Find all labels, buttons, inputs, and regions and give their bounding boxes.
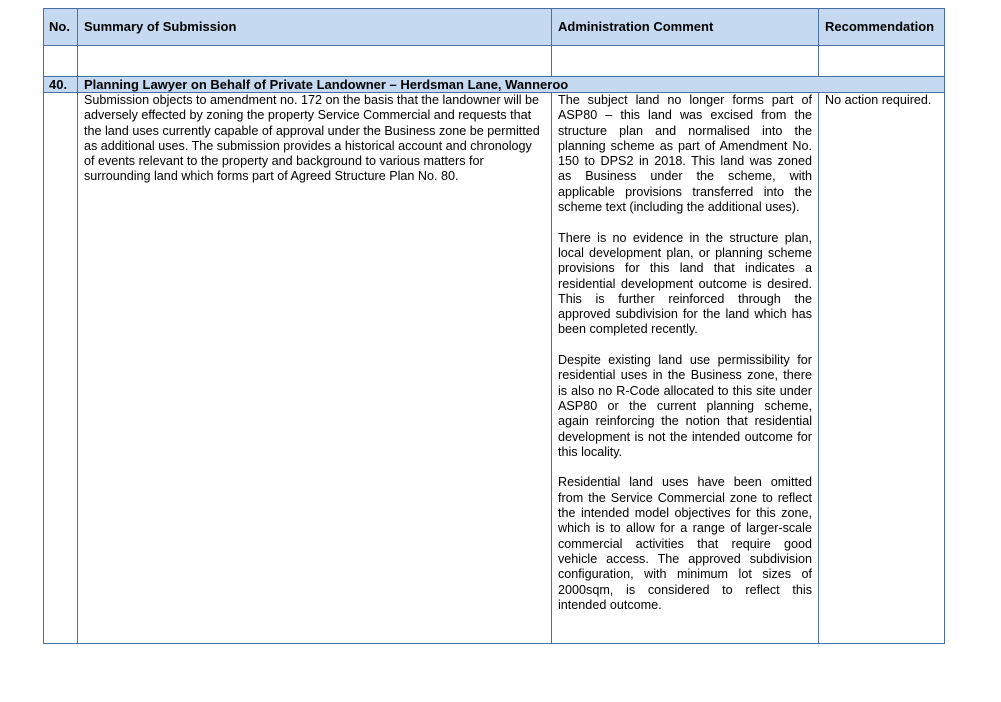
empty-cell [552,46,819,77]
admin-paragraph: The subject land no longer forms part of ASP80 – this land was excised from the structure plan and normalised into the planning scheme as part of Amendment No. 150 to DPS2 in 2018. This land was zoned as Business under the scheme, with applicable provisions transferred into the scheme text (including the additional uses). [558,93,812,215]
empty-cell [44,46,78,77]
empty-cell [819,46,945,77]
header-no: No. [44,9,78,46]
empty-cell [78,46,552,77]
table-header-row [44,9,945,46]
submissions-table [43,8,945,644]
admin-comment-cell [552,93,819,644]
admin-paragraph: Residential land uses have been omitted from the Service Commercial zone to reflect the intended model objectives for this zone, which is to allow for a range of larger-scale commercial activities that require good vehicle access. The approved subdivision configuration, with minimum lot sizes of 2000sqm, is considered to reflect this intended outcome. [558,475,812,612]
empty-row [44,46,945,77]
admin-paragraph: There is no evidence in the structure plan, local development plan, or planning scheme provisions for this land that indicates a residential development outcome is desired. This is further reinforced through the approved subdivision for the land which has been completed recently. [558,230,812,337]
admin-paragraph: Despite existing land use permissibility for residential uses in the Business zone, there is also no R-Code allocated to this site under ASP80 or the current planning scheme, again reinforcing the notion that residential development is not the intended outcome for this locality. [558,353,812,459]
header-summary: Summary of Submission [78,9,552,46]
table-row [44,93,945,644]
header-recommendation: Recommendation [819,9,945,46]
section-row [44,77,945,93]
header-admin-comment: Administration Comment [552,9,819,46]
recommendation-cell: No action required. [819,93,945,644]
summary-cell: Submission objects to amendment no. 172 on the basis that the landowner will be adversely effected by zoning the property Service Commercial and requests that the land uses currently capable of approval under the Business zone be permitted as additional uses. The submission provides a historical account and chronology of events relevant to the property and background to various matters for surrounding land which forms part of Agreed Structure Plan No. 80. [78,93,552,644]
section-number: 40. [44,77,78,93]
row-number-cell [44,93,78,644]
section-title: Planning Lawyer on Behalf of Private Landowner – Herdsman Lane, Wanneroo [78,77,945,93]
